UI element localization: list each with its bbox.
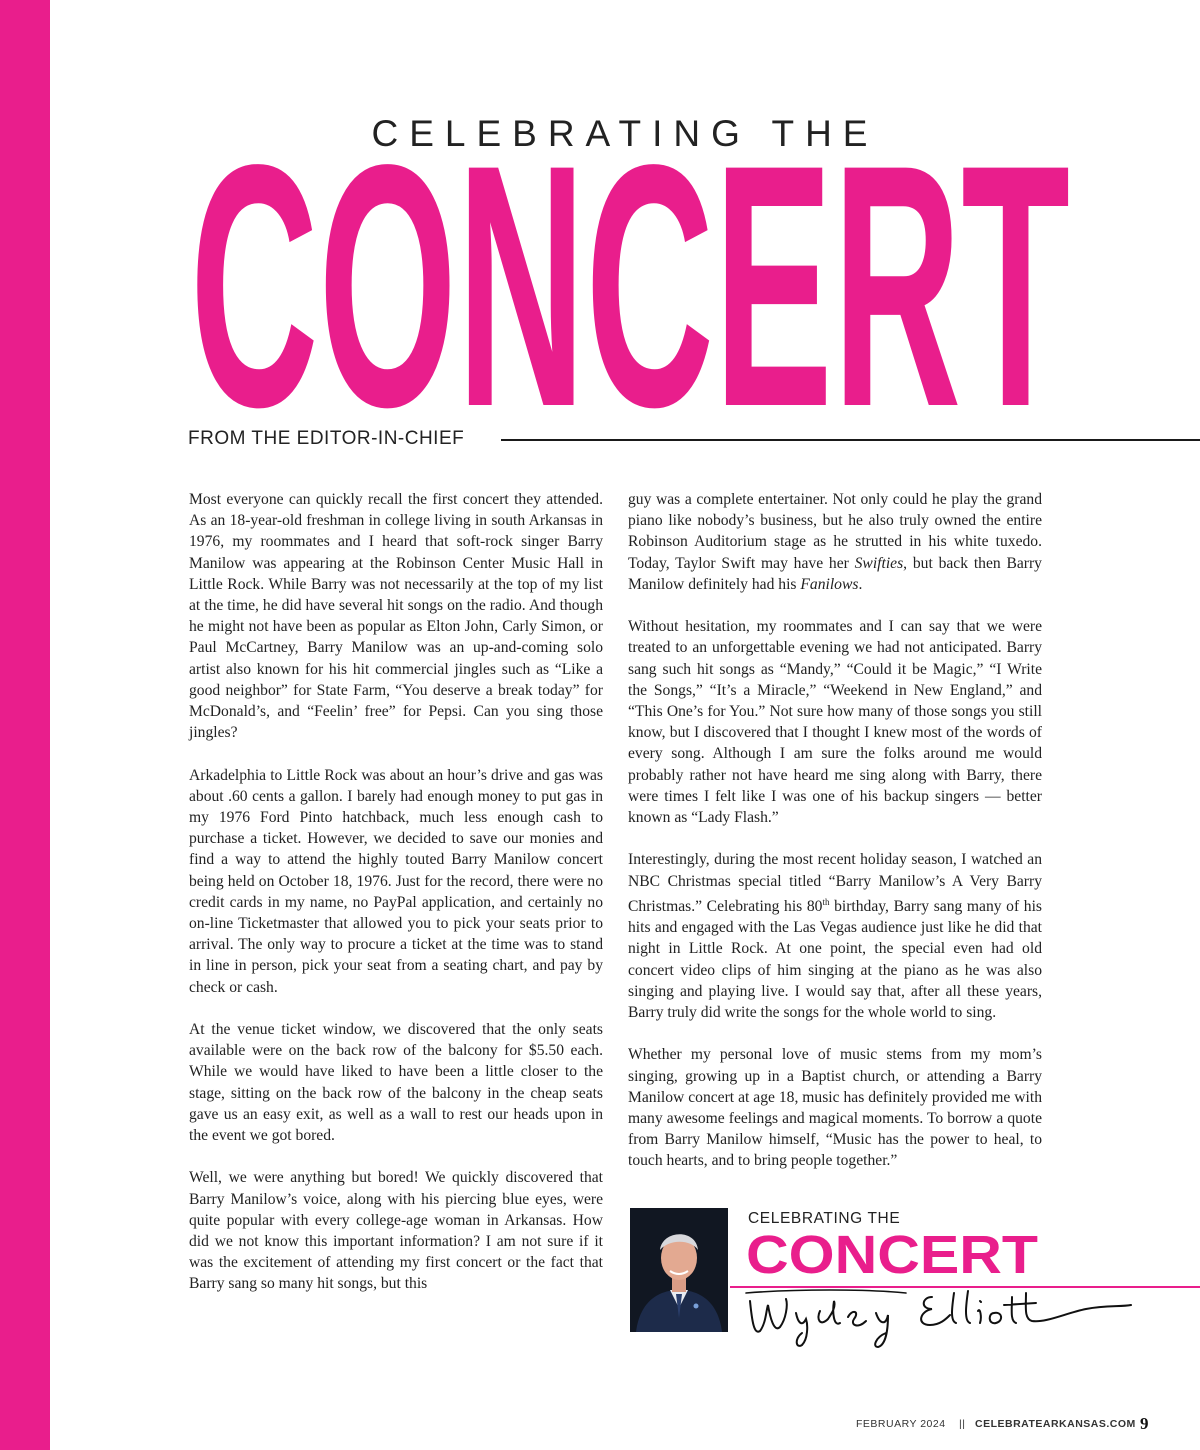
title-kicker: CELEBRATING THE xyxy=(371,113,879,154)
editor-photo xyxy=(630,1208,728,1332)
article-paragraph: Arkadelphia to Little Rock was about an hour’s drive and gas was about .60 cents a gallon. I barely had enough money to put gas in my 1976 Ford Pinto hatchback, much less enough cash to purchase a ticket. However, we decided to save our monies and find a way to attend the highly touted Barry Manilow concert being held on October 18, 1976. Just for the record, there were no credit cards in my name, no PayPal application, and certainly no on-line Ticketmaster that allowed you to pick your seats prior to arrival. The only way to procure a ticket at the time was to stand in line in person, pick your seat from a seating chart, and pay by check or cash. xyxy=(189,766,603,996)
article-paragraph: Interestingly, during the most recent holiday season, I watched an NBC Christmas special titled “Barry Manilow’s A Very Barry Christmas.” Celebrating his 80th birthday, Barry sang many of his hits and engaged with the Las Vegas audience just like he did that night in Little Rock. At one point, the special even had old concert video clips of him singing at the piano as he was also singing and playing live. I would say that, after all these years, Barry truly did write the songs for the whole world to sing. xyxy=(628,851,1042,1022)
article-column-left xyxy=(189,489,603,1316)
signoff-title xyxy=(746,1228,1046,1278)
footer-date: FEBRUARY 2024 xyxy=(856,1418,946,1430)
page-title xyxy=(187,148,1073,418)
editor-signature xyxy=(736,1283,1136,1351)
article-paragraph: At the venue ticket window, we discovered that the only seats available were on the back row of the balcony for $5.50 each. While we would have liked to have been a little closer to the stage, sitting on the back row of the balcony in the cheap seats gave us an easy exit, as well as a wall to rest our heads upon in the event we got bored. xyxy=(189,1021,603,1145)
section-label: FROM THE EDITOR-IN-CHIEF xyxy=(188,428,465,449)
article-paragraph: guy was a complete entertainer. Not only could he play the grand piano like nobody’s business, but he also truly owned the entire Robinson Auditorium stage as he strutted in his white tuxedo. Today, Taylor Swift may have her Swifties, but back then Barry Manilow definitely had his Fanilows. xyxy=(628,491,1042,593)
page-title-text: CONCERT xyxy=(190,148,1070,418)
article-paragraph: Whether my personal love of music stems from my mom’s singing, growing up in a Baptist church, or attending a Barry Manilow concert at age 18, music has definitely provided me with many awesome feelings and magical moments. To borrow a quote from Barry Manilow himself, “Music has the power to heal, to touch hearts, and to bring people together.” xyxy=(628,1046,1042,1170)
footer-separator: || xyxy=(959,1418,966,1430)
article-paragraph: Most everyone can quickly recall the first concert they attended. As an 18-year-old freshman in college living in south Arkansas in 1976, my roommates and I heard that soft-rock singer Barry Manilow was appearing at the Robinson Center Music Hall in Little Rock. While Barry was not necessarily at the top of my list at the time, he did have several hit songs on the radio. And though he might not have been as popular as Elton John, Carly Simon, or Paul McCartney, Barry Manilow was an up-and-coming solo artist also known for his hit commercial jingles such as “Like a good neighbor” for State Farm, “You deserve a break today” for McDonald’s, and “Feelin’ free” for Pepsi. Can you sing those jingles? xyxy=(189,491,603,742)
signoff-title-text: CONCERT xyxy=(746,1228,1039,1278)
footer-site: CELEBRATEARKANSAS.COM xyxy=(975,1418,1136,1430)
footer-meta xyxy=(856,1414,1156,1434)
footer-final xyxy=(856,1064,1156,1084)
section-divider xyxy=(501,439,1200,441)
article-paragraph: Well, we were anything but bored! We quickly discovered that Barry Manilow’s voice, along with his piercing blue eyes, were quite popular with every college-age woman in Arkansas. How did we not know this important information? I am not sure if it was the excitement of attending my first concert or the fact that Barry sang so many hit songs, but this xyxy=(189,1169,603,1293)
article-column-right xyxy=(628,489,1042,1193)
page-number: 9 xyxy=(1140,1414,1149,1433)
pink-side-bar xyxy=(0,0,50,1450)
article-paragraph: Without hesitation, my roommates and I can say that we were treated to an unforgettable evening we had not anticipated. Barry sang such hit songs as “Mandy,” “Could it be Magic,” “I Write the Songs,” “It’s a Miracle,” “Weekend in New England,” and “This One’s for You.” Not sure how many of those songs you still know, but I discovered that I thought I knew most of the words of every song. Although I am sure the folks around me would probably rather not have heard me sing along with Barry, there were times I felt like I was one of his backup singers — better known as “Lady Flash.” xyxy=(628,618,1042,827)
signoff-kicker: CELEBRATING THE xyxy=(748,1210,901,1227)
